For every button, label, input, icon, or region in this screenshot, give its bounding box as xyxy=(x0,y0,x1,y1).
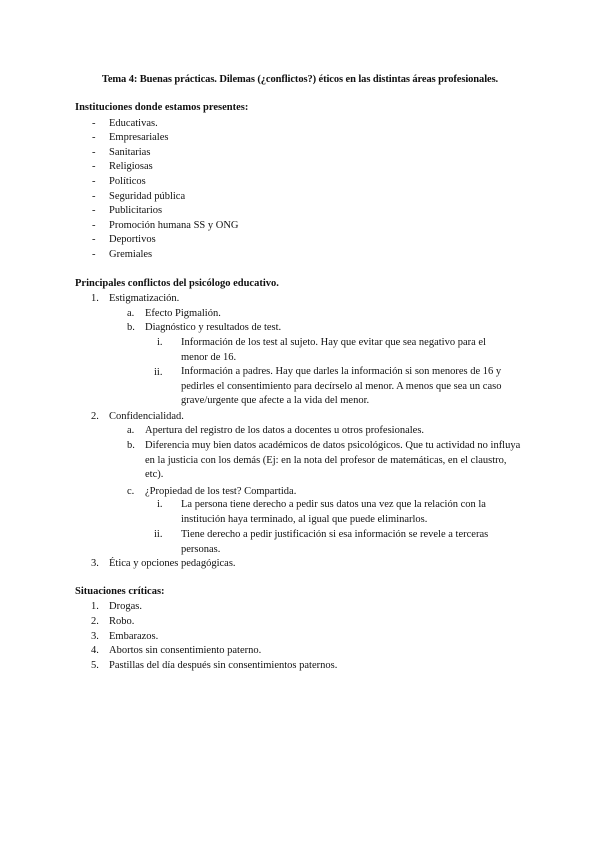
list-item: Diagnóstico y resultados de test. xyxy=(145,322,282,333)
list-item: Efecto Pigmalión. xyxy=(145,308,221,319)
list-item: Gremiales xyxy=(109,249,153,260)
list-number: 3. xyxy=(91,558,99,569)
list-item: Diferencia muy bien datos académicos de datos psicológicos. Que tu actividad no influya en la justicia con los demás (Ej: en la nota del profesor de matemáticas, en el claustro, etc). xyxy=(145,440,521,480)
list-item: Abortos sin consentimiento paterno. xyxy=(109,645,262,656)
list-roman: i. xyxy=(157,499,163,510)
list-roman: ii. xyxy=(154,529,163,540)
list-letter: a. xyxy=(127,425,135,436)
list-item: Deportivos xyxy=(109,234,156,245)
list-item: Seguridad pública xyxy=(109,191,186,202)
list-item: Drogas. xyxy=(109,601,142,612)
list-number: 3. xyxy=(91,631,99,642)
bullet-dash: - xyxy=(92,205,96,216)
list-item: Embarazos. xyxy=(109,631,159,642)
bullet-dash: - xyxy=(92,118,96,129)
bullet-dash: - xyxy=(92,234,96,245)
list-number: 1. xyxy=(91,601,99,612)
list-item: Robo. xyxy=(109,616,135,627)
list-item: Apertura del registro de los datos a docentes u otros profesionales. xyxy=(145,425,425,436)
bullet-dash: - xyxy=(92,147,96,158)
list-item: Educativas. xyxy=(109,118,158,129)
list-item: Confidencialidad. xyxy=(109,411,184,422)
list-item: Publicitarios xyxy=(109,205,163,216)
list-item: Religiosas xyxy=(109,161,153,172)
document-title: Tema 4: Buenas prácticas. Dilemas (¿conflictos?) éticos en las distintas áreas profesionales. xyxy=(101,74,499,85)
list-item: Tiene derecho a pedir justificación si esa información se revele a terceras personas. xyxy=(181,529,489,555)
list-roman: i. xyxy=(157,337,163,348)
list-item: Información de los test al sujeto. Hay que evitar que sea negativo para el menor de 16. xyxy=(181,337,486,363)
list-item: La persona tiene derecho a pedir sus datos una vez que la relación con la institución haya terminado, al igual que puede eliminarlos. xyxy=(181,499,486,525)
list-item: Sanitarias xyxy=(109,147,151,158)
list-item: Estigmatización. xyxy=(109,293,180,304)
bullet-dash: - xyxy=(92,249,96,260)
list-item: ¿Propiedad de los test? Compartida. xyxy=(145,486,297,497)
list-number: 2. xyxy=(91,411,99,422)
bullet-dash: - xyxy=(92,220,96,231)
list-number: 1. xyxy=(91,293,99,304)
list-letter: b. xyxy=(127,440,135,451)
list-number: 4. xyxy=(91,645,99,656)
list-letter: b. xyxy=(127,322,135,333)
bullet-dash: - xyxy=(92,176,96,187)
list-roman: ii. xyxy=(154,367,163,378)
bullet-dash: - xyxy=(92,191,96,202)
list-item: Empresariales xyxy=(109,132,169,143)
section-heading-conflicts: Principales conflictos del psicólogo educativo. xyxy=(75,278,279,289)
list-item: Pastillas del día después sin consentimientos paternos. xyxy=(109,660,338,671)
list-item: Promoción humana SS y ONG xyxy=(109,220,239,231)
list-number: 2. xyxy=(91,616,99,627)
list-item: Información a padres. Hay que darles la información si son menores de 16 y pedirles el consentimiento para decírselo al menor. A menos que sea un caso grave/urgente que afecte a la vida del menor. xyxy=(181,366,502,406)
list-number: 5. xyxy=(91,660,99,671)
section-heading-critical-situations: Situaciones críticas: xyxy=(75,586,165,597)
bullet-dash: - xyxy=(92,161,96,172)
bullet-dash: - xyxy=(92,132,96,143)
list-letter: a. xyxy=(127,308,135,319)
list-item: Políticos xyxy=(109,176,146,187)
list-item: Ética y opciones pedagógicas. xyxy=(109,558,236,569)
section-heading-institutions: Instituciones donde estamos presentes: xyxy=(75,102,249,113)
list-letter: c. xyxy=(127,486,135,497)
